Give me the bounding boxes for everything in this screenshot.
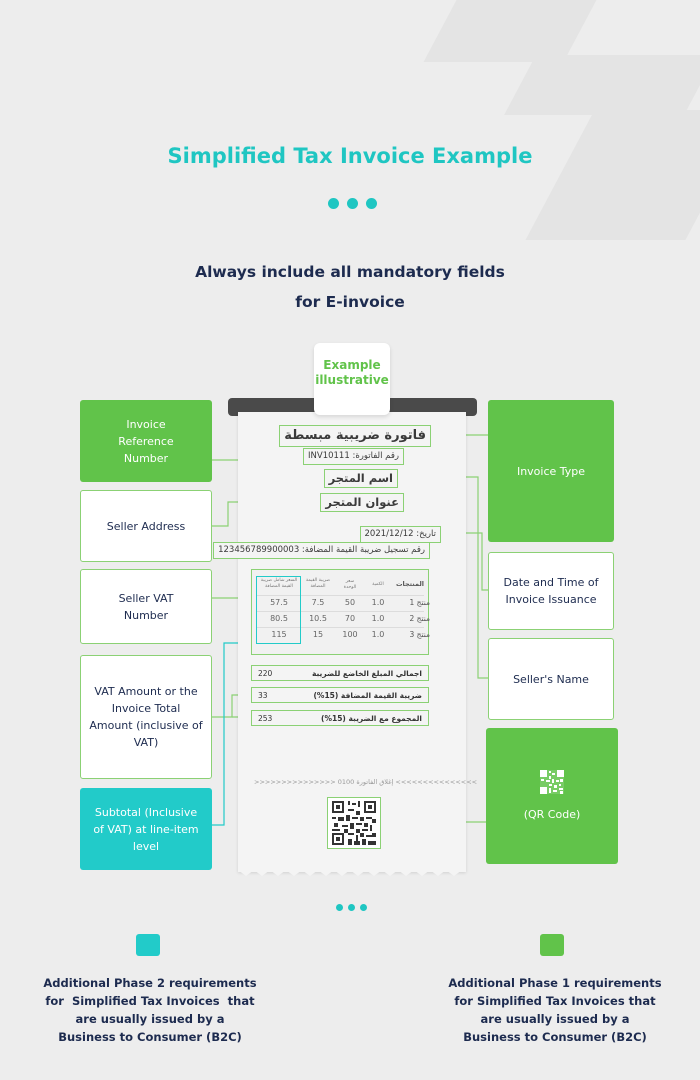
qr-code-label: (QR Code) — [523, 807, 581, 821]
table-cell-price: 100 — [342, 630, 358, 639]
qr-code-icon — [332, 801, 376, 845]
seller-name-box: Seller's Name — [488, 638, 614, 720]
table-cell-product: منتج 2 — [409, 614, 430, 623]
legend-phase-1-text — [445, 974, 665, 1046]
receipt-qr-code — [327, 797, 381, 849]
table-cell-vat: 7.5 — [311, 598, 325, 607]
subtitle-line-2: for E-invoice — [295, 293, 405, 311]
example-illustrative-tag — [314, 343, 390, 415]
table-cell-product: منتج 1 — [409, 598, 430, 607]
table-cell-total: 115 — [271, 630, 287, 639]
table-header-vat: ضريبة القيمة المضافة — [305, 578, 331, 589]
qr-code-icon — [540, 770, 564, 794]
table-cell-price: 50 — [344, 598, 356, 607]
receipt-date: تاريخ: 2021/12/12 — [360, 526, 441, 543]
legend-green-swatch — [540, 934, 564, 956]
table-header-products: المنتجات — [396, 580, 424, 588]
table-header-quantity: الكمية — [372, 582, 384, 587]
receipt-store-address: عنوان المتجر — [320, 493, 404, 512]
table-cell-total: 57.5 — [270, 598, 288, 607]
legend-line: are usually issued by a — [480, 1012, 630, 1026]
table-cell-total: 80.5 — [270, 614, 288, 623]
vat-amount-box: VAT Amount or the Invoice Total Amount (inclusive of VAT) — [80, 655, 212, 779]
invoice-type-box: Invoice Type — [488, 400, 614, 542]
totals-row — [251, 710, 429, 726]
totals-row — [251, 665, 429, 681]
legend-line: Additional Phase 2 requirements — [43, 976, 257, 990]
total-label: ضريبة القيمة المضافة (15%) — [313, 690, 422, 700]
seller-address-box: Seller Address — [80, 490, 212, 562]
table-cell-qty: 1.0 — [371, 598, 385, 607]
table-cell-vat: 10.5 — [309, 614, 327, 623]
legend-line: Additional Phase 1 requirements — [448, 976, 662, 990]
legend-line: Business to Consumer (B2C) — [463, 1030, 647, 1044]
total-value: 253 — [258, 713, 273, 723]
receipt-store-name: اسم المتجر — [324, 469, 398, 488]
receipt-heading: فاتورة ضريبية مبسطة — [279, 425, 431, 447]
table-cell-qty: 1.0 — [371, 630, 385, 639]
table-header-total: السعر شامل ضريبة القيمة المضافة — [260, 578, 298, 589]
line-total-column-highlight — [256, 576, 301, 644]
table-header-unit-price: سعر الوحدة — [343, 579, 357, 590]
receipt-vat-registration: رقم تسجيل ضريبة القيمة المضافة: 123456789900003 — [213, 542, 430, 559]
total-value: 33 — [258, 690, 268, 700]
legend-teal-swatch — [136, 934, 160, 956]
tag-line-1: Example — [323, 358, 381, 372]
receipt-invoice-number: رقم الفاتورة: INV10111 — [303, 448, 404, 465]
totals-row — [251, 687, 429, 703]
three-dots-icon — [336, 904, 367, 911]
table-cell-qty: 1.0 — [371, 614, 385, 623]
seller-vat-box: Seller VAT Number — [80, 569, 212, 644]
total-value: 220 — [258, 668, 273, 678]
legend-line: Business to Consumer (B2C) — [58, 1030, 242, 1044]
table-cell-price: 70 — [344, 614, 356, 623]
table-cell-product: منتج 3 — [409, 630, 430, 639]
subtitle-line-1: Always include all mandatory fields — [195, 263, 505, 281]
page-title: Simplified Tax Invoice Example — [167, 144, 533, 168]
tag-line-2: illustrative — [315, 373, 389, 387]
total-label: اجمالي المبلغ الخاضع للضريبة — [311, 668, 422, 678]
table-cell-vat: 15 — [312, 630, 324, 639]
receipt-closing-line: >>>>>>>>>>>>>>> إغلاق الفاتورة 0100 <<<<<<<<<<<<<<< — [254, 778, 478, 786]
total-label: المجموع مع الضريبة (15%) — [321, 713, 422, 723]
date-time-box: Date and Time of Invoice Issuance — [488, 552, 614, 630]
legend-line: for Simplified Tax Invoices that — [45, 994, 255, 1008]
legend-line: for Simplified Tax Invoices that — [454, 994, 656, 1008]
qr-code-box — [486, 728, 618, 864]
invoice-reference-box: Invoice Reference Number — [80, 400, 212, 482]
legend-line: are usually issued by a — [75, 1012, 225, 1026]
subtotal-box: Subtotal (Inclusive of VAT) at line-item level — [80, 788, 212, 870]
legend-phase-2-text — [40, 974, 260, 1046]
